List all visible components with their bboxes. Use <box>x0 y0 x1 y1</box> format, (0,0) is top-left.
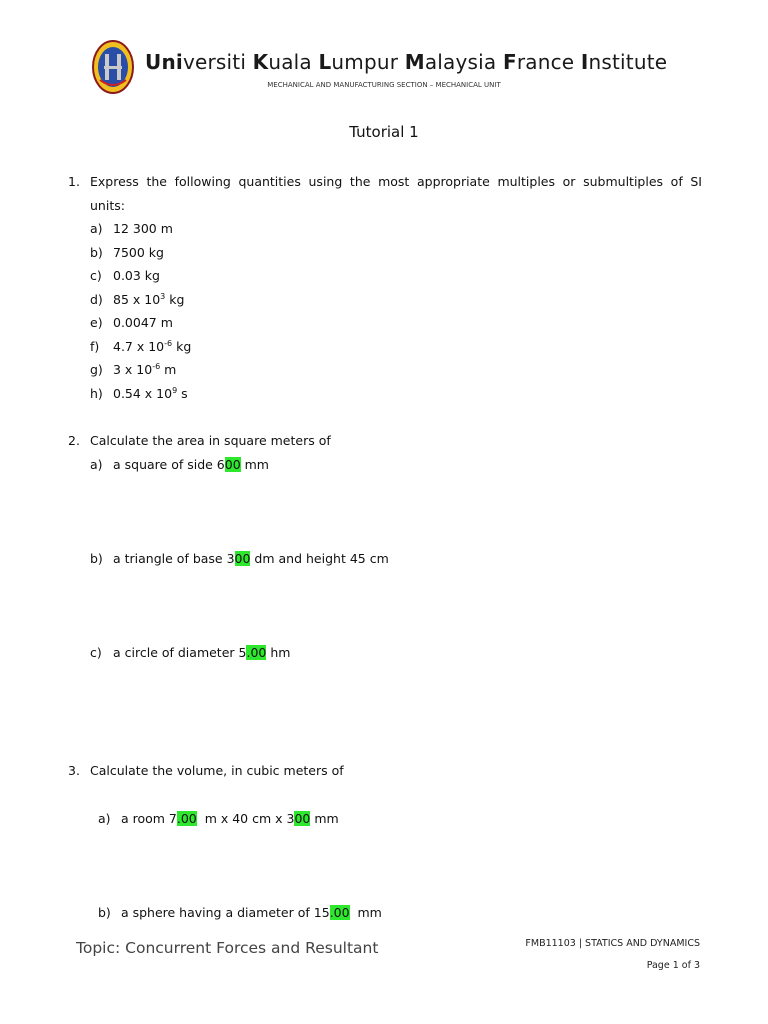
highlight: .00 <box>246 645 267 660</box>
footer-course: FMB11103 | STATICS AND DYNAMICS <box>525 938 700 949</box>
question-1 <box>68 170 702 217</box>
tutorial-title: Tutorial 1 <box>349 123 419 141</box>
list-item: d) 85 x $10^3$ kg <box>90 291 185 307</box>
highlight: .00 <box>176 810 197 826</box>
question-number: 1. <box>68 174 80 189</box>
question-number: 2. <box>68 433 80 448</box>
question-number: 3. <box>68 763 80 778</box>
q2-part-c: c) a circle of diameter 5.00 hm <box>90 645 291 660</box>
list-item: h) 0.54 x $10^9$ s <box>90 385 188 401</box>
q2-part-b: b) a triangle of base 300 dm and height 45 cm <box>90 551 389 566</box>
list-item: a) 12 300 m <box>90 221 173 236</box>
highlight: 00 <box>294 810 311 826</box>
footer-topic: Topic: Concurrent Forces and Resultant <box>76 939 379 957</box>
q1-options <box>90 217 191 405</box>
highlight: .00 <box>329 904 350 920</box>
page-number: Page 1 of 3 <box>646 960 700 971</box>
question-3 <box>68 759 344 783</box>
q3-part-a: a) a room 7.00 m x 40 cm x 300 mm <box>97 810 339 826</box>
q2-part-a: a) a square of side 600 mm <box>90 457 269 472</box>
list-item: b) 7500 kg <box>90 244 164 260</box>
q3-part-b: b) a sphere having a diameter of 15.00 mm <box>97 904 382 920</box>
list-item: e) 0.0047 m <box>90 315 173 330</box>
list-item: g) 3 x $10^{-6}$ m <box>90 361 177 377</box>
highlight: 00 <box>224 457 241 472</box>
list-item: c) 0.03 kg <box>90 268 160 283</box>
question-text: Express the following quantities using the most appropriate multiples or submultiples of SI units: <box>90 174 702 213</box>
section-subtitle: MECHANICAL AND MANUFACTURING SECTION – MECHANICAL UNIT <box>267 81 501 89</box>
question-text: Calculate the area in square meters of <box>90 433 331 448</box>
institution-name: Universiti Kuala Lumpur Malaysia France Institute <box>145 50 668 74</box>
list-item: f) 4.7 x $10^{-6}$ kg <box>90 338 192 354</box>
question-2 <box>68 429 331 453</box>
question-text: Calculate the volume, in cubic meters of <box>90 763 344 778</box>
highlight: 00 <box>234 551 251 566</box>
